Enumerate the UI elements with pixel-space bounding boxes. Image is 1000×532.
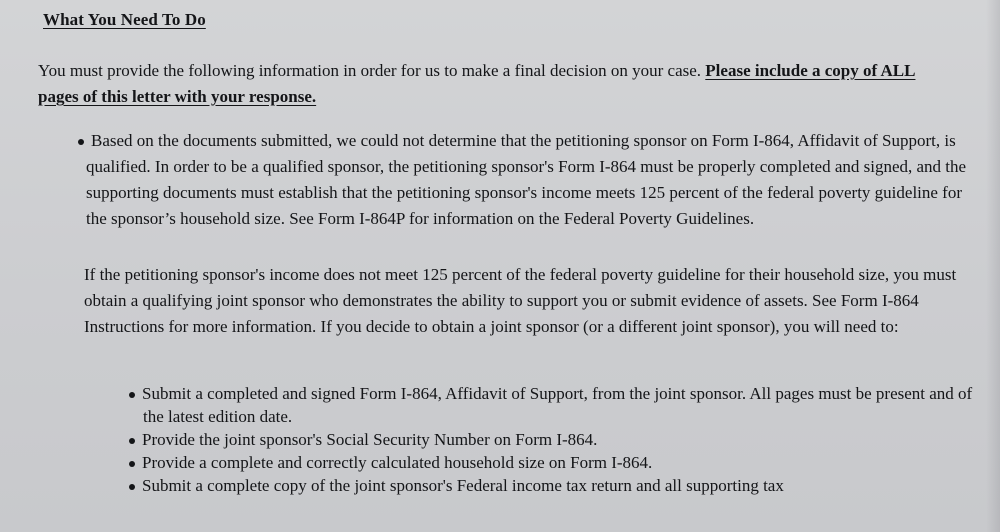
bullet-icon — [129, 438, 135, 444]
list-item-text: Submit a complete copy of the joint sponsor's Federal income tax return and all supporting tax — [142, 476, 784, 495]
main-bullet — [78, 128, 986, 232]
joint-sponsor-paragraph: If the petitioning sponsor's income does not meet 125 percent of the federal poverty guideline for their household size, you must obtain a qualifying joint sponsor who demonstrates the ability to support you or submit evidence of assets. See Form I-864 Instructions for more information. If you decide to obtain a joint sponsor (or a different joint sponsor), you will need to: — [84, 265, 957, 336]
list-item-text: Submit a completed and signed Form I-864, Affidavit of Support, from the joint sponsor. All pages must be present and of the latest edition date. — [142, 384, 973, 426]
bullet-icon — [129, 461, 135, 467]
intro-text: You must provide the following information in order for us to make a final decision on your case. — [38, 61, 702, 80]
main-bullet-text: Based on the documents submitted, we could not determine that the petitioning sponsor on Form I-864, Affidavit of Support, is qualified. In order to be a qualified sponsor, the petitioning sponsor's Form I-864 must be properly completed and signed, and the supporting documents must establish that the petitioning sponsor's income meets 125 percent of the federal poverty guideline for the sponsor’s household size. See Form I-864P for information on the Federal Poverty Guidelines. — [86, 131, 967, 228]
joint-sponsor-requirements-list — [129, 382, 979, 497]
list-item — [129, 382, 979, 428]
list-item — [129, 451, 979, 474]
intro-paragraph — [38, 58, 958, 110]
list-item-text: Provide the joint sponsor's Social Security Number on Form I-864. — [142, 430, 598, 449]
bullet-icon — [78, 139, 84, 145]
list-item — [129, 428, 979, 451]
list-item-text: Provide a complete and correctly calculated household size on Form I-864. — [142, 453, 653, 472]
page-edge-shadow — [986, 0, 1000, 532]
list-item — [129, 474, 979, 497]
bullet-icon — [129, 484, 135, 490]
section-heading: What You Need To Do — [43, 10, 206, 29]
bullet-icon — [129, 392, 135, 398]
intro-emphasis: Please include a copy of ALL pages of this letter with your response. — [38, 61, 916, 106]
